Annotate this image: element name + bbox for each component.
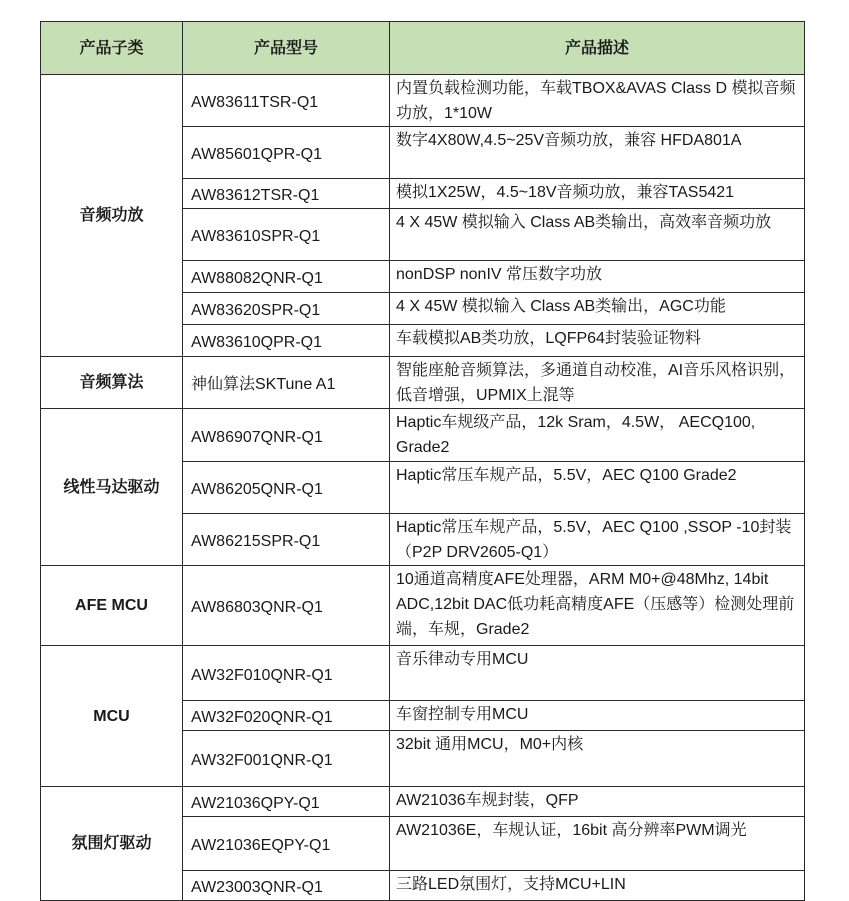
description-cell: 模拟1X25W，4.5~18V音频功放，兼容TAS5421 <box>390 179 805 209</box>
table-row <box>41 409 805 462</box>
model-cell: 神仙算法SKTune A1 <box>183 357 390 409</box>
model-cell: AW83610QPR-Q1 <box>183 325 390 357</box>
model-cell: AW21036QPY-Q1 <box>183 787 390 817</box>
model-cell: AW32F020QNR-Q1 <box>183 701 390 731</box>
category-cell: AFE MCU <box>41 566 183 646</box>
description-cell: 4 X 45W 模拟输入 Class AB类输出，高效率音频功放 <box>390 209 805 261</box>
header-description: 产品描述 <box>390 22 805 75</box>
description-cell: 三路LED氛围灯，支持MCU+LIN <box>390 871 805 901</box>
model-cell: AW23003QNR-Q1 <box>183 871 390 901</box>
header-category: 产品子类 <box>41 22 183 75</box>
model-cell: AW86205QNR-Q1 <box>183 462 390 514</box>
description-cell: 数字4X80W,4.5~25V音频功放，兼容 HFDA801A <box>390 127 805 179</box>
description-cell: Haptic常压车规产品，5.5V，AEC Q100 Grade2 <box>390 462 805 514</box>
model-cell: AW21036EQPY-Q1 <box>183 817 390 871</box>
description-cell: Haptic常压车规产品，5.5V，AEC Q100 ,SSOP -10封装（P2P DRV2605-Q1） <box>390 514 805 566</box>
category-cell: 氛围灯驱动 <box>41 787 183 901</box>
table-row <box>41 357 805 409</box>
model-cell: AW86215SPR-Q1 <box>183 514 390 566</box>
table-row <box>41 787 805 817</box>
header-model: 产品型号 <box>183 22 390 75</box>
description-cell: 32bit 通用MCU，M0+内核 <box>390 731 805 787</box>
description-cell: 内置负载检测功能，车载TBOX&AVAS Class D 模拟音频功放，1*10W <box>390 75 805 127</box>
category-cell: MCU <box>41 646 183 787</box>
category-cell: 音频算法 <box>41 357 183 409</box>
description-cell: 车载模拟AB类功放，LQFP64封装验证物料 <box>390 325 805 357</box>
table-header-row <box>41 22 805 75</box>
model-cell: AW83610SPR-Q1 <box>183 209 390 261</box>
product-table <box>40 21 805 901</box>
description-cell: AW21036E，车规认证，16bit 高分辨率PWM调光 <box>390 817 805 871</box>
description-cell: 音乐律动专用MCU <box>390 646 805 701</box>
model-cell: AW32F001QNR-Q1 <box>183 731 390 787</box>
model-cell: AW83620SPR-Q1 <box>183 293 390 325</box>
description-cell: nonDSP nonIV 常压数字功放 <box>390 261 805 293</box>
model-cell: AW86907QNR-Q1 <box>183 409 390 462</box>
model-cell: AW83611TSR-Q1 <box>183 75 390 127</box>
model-cell: AW86803QNR-Q1 <box>183 566 390 646</box>
description-cell: 4 X 45W 模拟输入 Class AB类输出，AGC功能 <box>390 293 805 325</box>
description-cell: 智能座舱音频算法，多通道自动校准，AI音乐风格识别，低音增强，UPMIX上混等 <box>390 357 805 409</box>
model-cell: AW83612TSR-Q1 <box>183 179 390 209</box>
description-cell: 10通道高精度AFE处理器，ARM M0+@48Mhz, 14bit ADC,12bit DAC低功耗高精度AFE（压感等）检测处理前端，车规，Grade2 <box>390 566 805 646</box>
description-cell: 车窗控制专用MCU <box>390 701 805 731</box>
model-cell: AW88082QNR-Q1 <box>183 261 390 293</box>
category-cell: 音频功放 <box>41 75 183 357</box>
table-row <box>41 566 805 646</box>
table-body <box>41 75 805 901</box>
description-cell: AW21036车规封装，QFP <box>390 787 805 817</box>
category-cell: 线性马达驱动 <box>41 409 183 566</box>
table-row <box>41 75 805 127</box>
model-cell: AW32F010QNR-Q1 <box>183 646 390 701</box>
table-row <box>41 646 805 701</box>
description-cell: Haptic车规级产品，12k Sram，4.5W， AECQ100, Grade2 <box>390 409 805 462</box>
model-cell: AW85601QPR-Q1 <box>183 127 390 179</box>
